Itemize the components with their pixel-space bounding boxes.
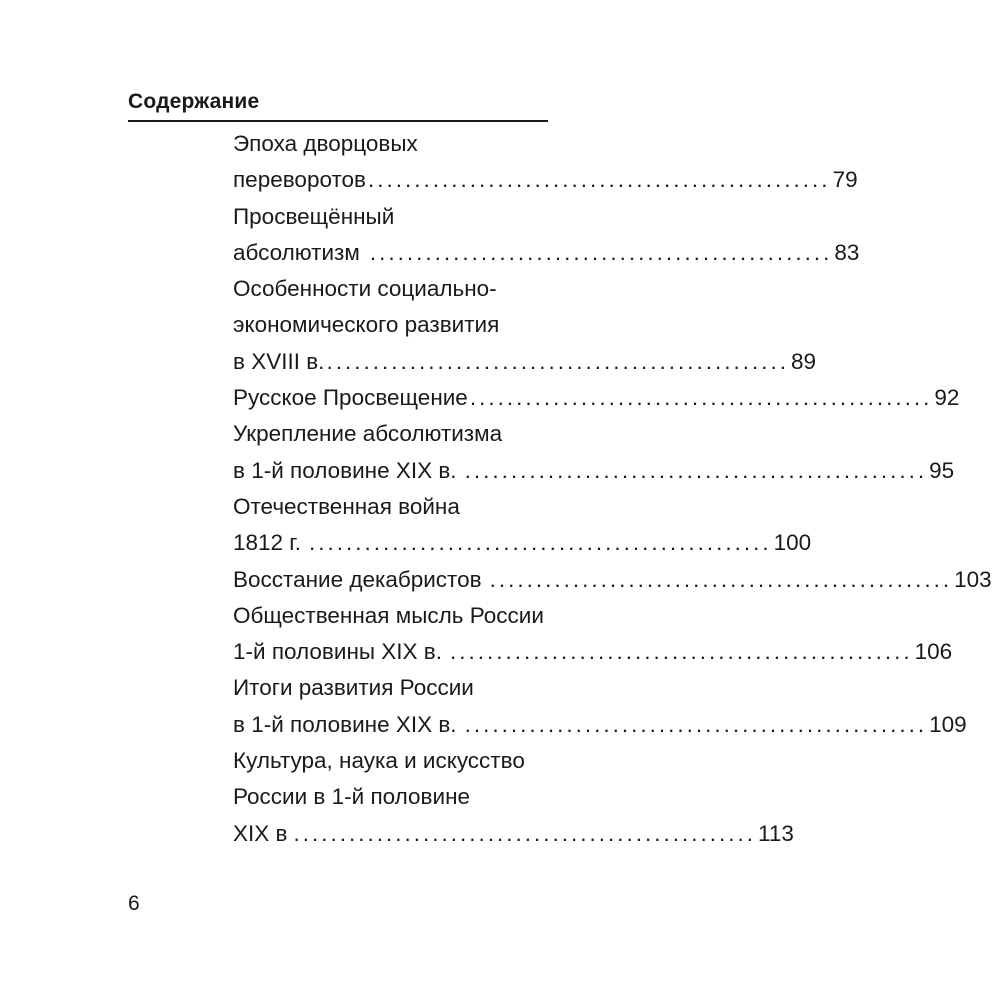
toc-entry[interactable] <box>233 670 967 743</box>
toc-page-number: 113 <box>758 820 794 846</box>
toc-entry[interactable] <box>233 598 953 671</box>
toc-page-number: 103 <box>954 566 992 592</box>
toc-entry-title-line: 1812 г. <box>233 530 302 556</box>
toc-entry-title-line: Русское Просвещение <box>233 385 468 411</box>
toc-entry-last-line <box>233 634 953 670</box>
toc-entry-last-line <box>233 525 812 561</box>
toc-entry-title-line: в 1-й половине XIX в. <box>233 457 457 483</box>
page-number: 6 <box>128 892 140 915</box>
toc-entry-last-line <box>233 380 960 416</box>
toc-entry-last-line <box>233 562 992 598</box>
dot-leader: .................................................. <box>326 348 789 374</box>
toc-page-number: 83 <box>834 239 860 265</box>
running-header <box>128 88 548 122</box>
toc-entry-title-line: Общественная мысль России <box>233 602 544 628</box>
toc-entry-title-line: Укрепление абсолютизма <box>233 421 503 447</box>
toc-page-number: 95 <box>929 457 955 483</box>
dot-leader: .................................................. <box>469 385 933 411</box>
toc-entry-title-line: в 1-й половине XIX в. <box>233 711 457 737</box>
table-of-contents <box>233 126 992 852</box>
dot-leader: .................................................. <box>464 457 928 483</box>
dot-leader: .................................................. <box>464 711 928 737</box>
toc-entry-last-line <box>233 707 967 743</box>
toc-page-number: 89 <box>791 348 817 374</box>
dot-leader: .................................................. <box>309 530 772 556</box>
toc-entry-title-line: Эпоха дворцовых <box>233 131 418 156</box>
toc-entry[interactable] <box>233 271 817 380</box>
toc-page-number: 100 <box>773 530 812 556</box>
toc-entry-last-line <box>233 235 860 271</box>
toc-entry[interactable] <box>233 489 812 562</box>
toc-entry-title-line: России в 1-й половине <box>233 784 471 810</box>
toc-page-number: 106 <box>914 639 953 665</box>
toc-entry[interactable] <box>233 199 860 272</box>
toc-entry[interactable] <box>233 743 794 852</box>
header-title: Содержание <box>128 90 260 113</box>
dot-leader: .................................................. <box>369 239 833 265</box>
toc-entry-last-line <box>233 453 955 489</box>
toc-entry[interactable] <box>233 562 992 598</box>
toc-entry-title-line: Культура, наука и искусство <box>233 748 525 774</box>
toc-entry-title-line: абсолютизм <box>233 239 360 265</box>
toc-page-number: 92 <box>934 385 960 411</box>
toc-entry[interactable] <box>233 126 858 199</box>
toc-entry-title-line: Просвещённый <box>233 203 395 229</box>
toc-entry-last-line <box>233 344 817 380</box>
toc-entry[interactable] <box>233 380 960 416</box>
toc-entry-title-line: XIX в <box>233 820 288 846</box>
toc-page-number: 79 <box>832 167 858 193</box>
dot-leader: .................................................. <box>293 820 757 846</box>
dot-leader: .................................................. <box>368 167 831 193</box>
toc-page-number: 109 <box>929 711 967 737</box>
toc-entry-title-line: в XVIII в. <box>233 348 325 374</box>
toc-entry-title-line: экономического развития <box>233 312 500 338</box>
toc-entry-title-line: Восстание декабристов <box>233 566 482 592</box>
toc-entry-title-line: 1-й половины XIX в. <box>233 639 443 665</box>
dot-leader: .................................................. <box>450 639 913 665</box>
toc-entry-title-line: Отечественная война <box>233 493 460 519</box>
toc-entry-title-line: Итоги развития России <box>233 675 474 701</box>
toc-entry-last-line <box>233 162 858 198</box>
dot-leader: .................................................. <box>489 566 953 592</box>
toc-entry-title-line: Особенности социально- <box>233 276 497 302</box>
toc-entry-last-line <box>233 816 794 852</box>
toc-entry[interactable] <box>233 416 955 489</box>
toc-entry-title-line: переворотов <box>233 167 366 193</box>
